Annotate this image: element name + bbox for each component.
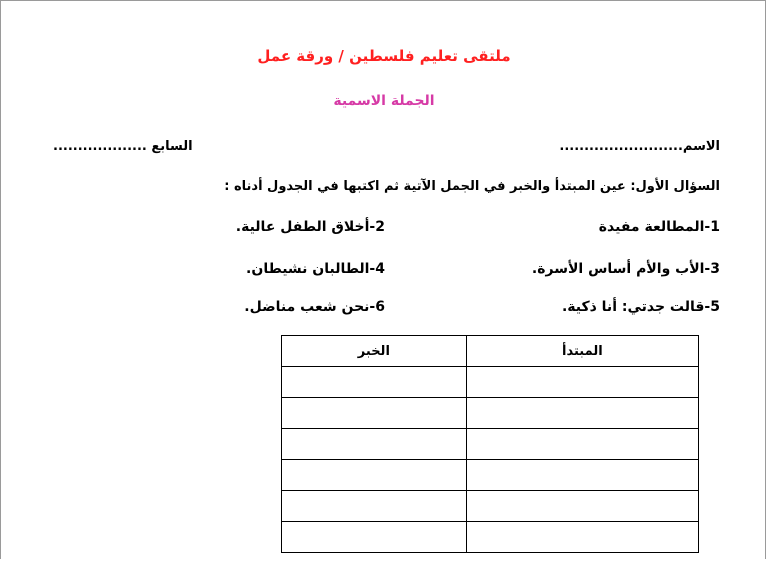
sentence-5: 5-قالت جدتي: أنا ذكية. [561, 299, 720, 315]
worksheet-subtitle: الجملة الاسمية [333, 93, 435, 109]
sentence-1: 1-المطالعة مفيدة [598, 219, 720, 235]
sentence-4: 4-الطالبان نشيطان. [246, 261, 385, 277]
table-row [282, 460, 699, 491]
table-row [282, 398, 699, 429]
table-row [282, 429, 699, 460]
khabar-cell[interactable] [282, 522, 467, 553]
mubtada-cell[interactable] [466, 367, 698, 398]
header-mubtada: المبتدأ [466, 336, 698, 367]
khabar-cell[interactable] [282, 398, 467, 429]
khabar-cell[interactable] [282, 491, 467, 522]
mubtada-cell[interactable] [466, 460, 698, 491]
mubtada-cell[interactable] [466, 398, 698, 429]
mubtada-cell[interactable] [466, 491, 698, 522]
khabar-cell[interactable] [282, 460, 467, 491]
khabar-cell[interactable] [282, 367, 467, 398]
table-header-row [282, 336, 699, 367]
student-name-field: الاسم......................... [559, 139, 720, 154]
table-row [282, 522, 699, 553]
question-text: السؤال الأول: عين المبتدأ والخبر في الجمل الآتية ثم اكتبها في الجدول أدناه : [224, 179, 720, 194]
khabar-cell[interactable] [282, 429, 467, 460]
sentence-2: 2-أخلاق الطفل عالية. [235, 219, 385, 235]
header-khabar: الخبر [282, 336, 467, 367]
sentence-6: 6-نحن شعب مناضل. [244, 299, 385, 315]
student-grade-field: السابع ................... [53, 139, 193, 154]
worksheet-title: ملتقى تعليم فلسطين / ورقة عمل [257, 47, 511, 65]
table-row [282, 491, 699, 522]
table-row [282, 367, 699, 398]
mubtada-cell[interactable] [466, 429, 698, 460]
mubtada-cell[interactable] [466, 522, 698, 553]
table-body [282, 367, 699, 553]
answer-table [281, 335, 699, 553]
sentence-3: 3-الأب والأم أساس الأسرة. [531, 261, 720, 277]
